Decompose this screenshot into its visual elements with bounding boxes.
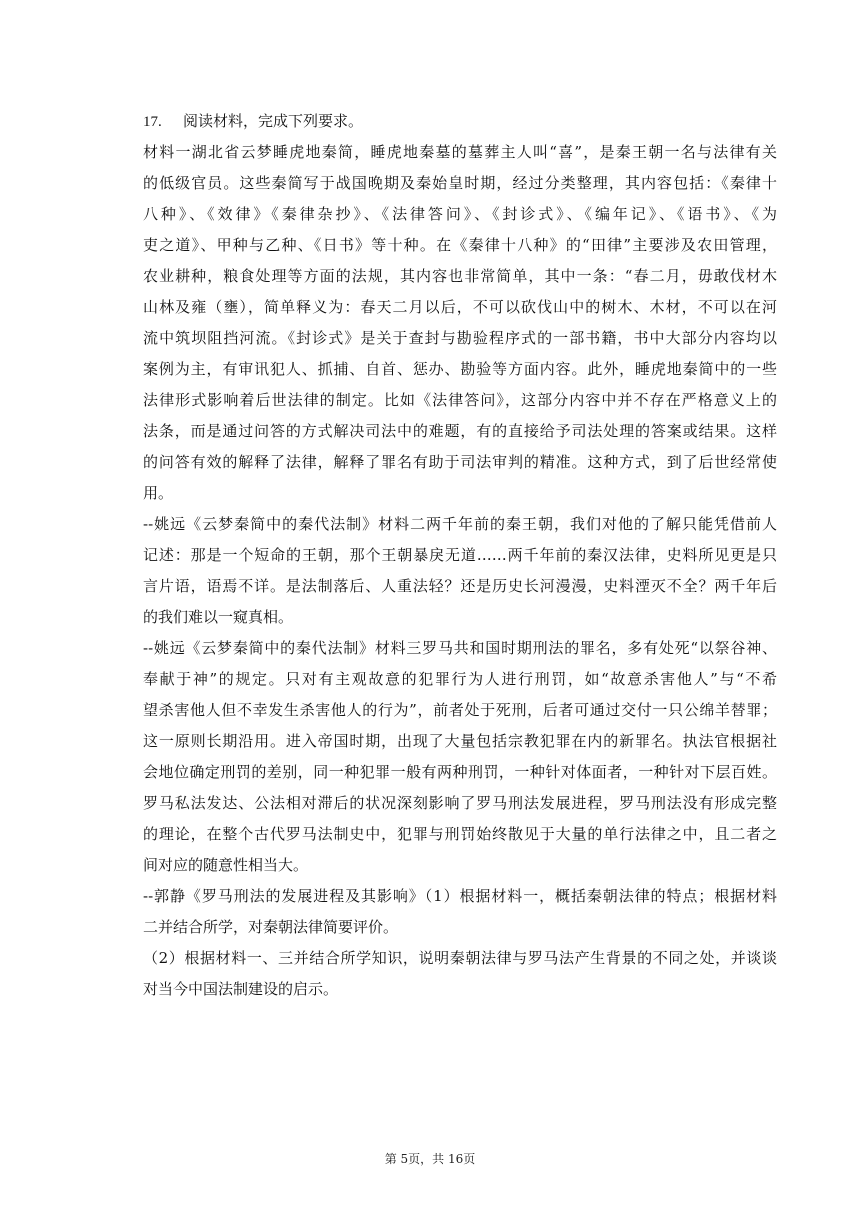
text-line: 的理论，在整个古代罗马法制史中，犯罪与刑罚始终散见于大量的单行法律之中，且二者之 bbox=[143, 825, 777, 843]
text-line: --姚远《云梦秦简中的秦代法制》材料三罗马共和国时期刑法的罪名，多有处死“以祭谷神、 bbox=[143, 639, 777, 657]
text-line: 间对应的随意性相当大。 bbox=[143, 856, 309, 874]
question-prompt: 阅读材料，完成下列要求。 bbox=[183, 112, 364, 130]
text-line: 农业耕种，粮食处理等方面的法规，其内容也非常简单，其中一条：“春二月，毋敢伐材木 bbox=[143, 267, 777, 285]
text-line: 材料一湖北省云梦睡虎地秦简，睡虎地秦墓的墓葬主人叫“喜”，是秦王朝一名与法律有关 bbox=[143, 143, 777, 161]
text-line: 罗马私法发达、公法相对滞后的状况深刻影响了罗马刑法发展进程，罗马刑法没有形成完整 bbox=[143, 794, 777, 812]
text-line: 案例为主，有审讯犯人、抓捕、自首、惩办、勘验等方面内容。此外，睡虎地秦简中的一些 bbox=[143, 360, 777, 378]
text-line: （2）根据材料一、三并结合所学知识，说明秦朝法律与罗马法产生背景的不同之处，并谈谈 bbox=[143, 949, 777, 967]
text-line: 的问答有效的解释了法律，解释了罪名有助于司法审判的精准。这种方式，到了后世经常使 bbox=[143, 453, 777, 471]
text-line: 对当今中国法制建设的启示。 bbox=[143, 980, 339, 998]
text-line: 的低级官员。这些秦简写于战国晚期及秦始皇时期，经过分类整理，其内容包括：《秦律十 bbox=[143, 174, 777, 192]
question-block bbox=[143, 106, 777, 1005]
text-line: 山林及雍（壅），简单释义为：春天二月以后，不可以砍伐山中的树木、木材，不可以在河 bbox=[143, 298, 777, 316]
text-line: 流中筑坝阻挡河流。《封诊式》是关于查封与勘验程序式的一部书籍，书中大部分内容均以 bbox=[143, 329, 777, 347]
text-line: 吏之道》、甲种与乙种、《日书》等十种。在《秦律十八种》的“田律”主要涉及农田管理， bbox=[143, 236, 777, 254]
page-footer: 第 5页，共 16页 bbox=[384, 1152, 476, 1166]
text-line: 奉献于神”的规定。只对有主观故意的犯罪行为人进行刑罚，如“故意杀害他人”与“不希 bbox=[143, 670, 777, 688]
question-header bbox=[143, 106, 777, 137]
text-line: 用。 bbox=[143, 484, 174, 502]
question-number: 17. bbox=[143, 114, 162, 130]
text-line: 法律形式影响着后世法律的制定。比如《法律答问》，这部分内容中并不存在严格意义上的 bbox=[143, 391, 777, 409]
text-line: --姚远《云梦秦简中的秦代法制》材料二两千年前的秦王朝，我们对他的了解只能凭借前人 bbox=[143, 515, 777, 533]
text-line: 望杀害他人但不幸发生杀害他人的行为”，前者处于死刑，后者可通过交付一只公绵羊替罪； bbox=[143, 701, 777, 719]
text-line: --郭静《罗马刑法的发展进程及其影响》（1）根据材料一，概括秦朝法律的特点；根据材料 bbox=[143, 887, 777, 905]
text-line: 言片语，语焉不详。是法制落后、人重法轻？还是历史长河漫漫，史料湮灭不全？两千年后 bbox=[143, 577, 777, 595]
text-line: 会地位确定刑罚的差别，同一种犯罪一般有两种刑罚，一种针对体面者，一种针对下层百姓。 bbox=[143, 763, 777, 781]
text-line: 这一原则长期沿用。进入帝国时期，出现了大量包括宗教犯罪在内的新罪名。执法官根据社 bbox=[143, 732, 777, 750]
text-line: 记述：那是一个短命的王朝，那个王朝暴戾无道……两千年前的秦汉法律，史料所见更是只 bbox=[143, 546, 777, 564]
text-line: 的我们难以一窥真相。 bbox=[143, 608, 294, 626]
text-line: 法条，而是通过问答的方式解决司法中的难题，有的直接给予司法处理的答案或结果。这样 bbox=[143, 422, 777, 440]
text-line: 二并结合所学，对秦朝法律简要评价。 bbox=[143, 918, 399, 936]
text-line: 八种》、《效律》《秦律杂抄》、《法律答问》、《封诊式》、《编年记》、《语书》、《为 bbox=[143, 205, 777, 223]
